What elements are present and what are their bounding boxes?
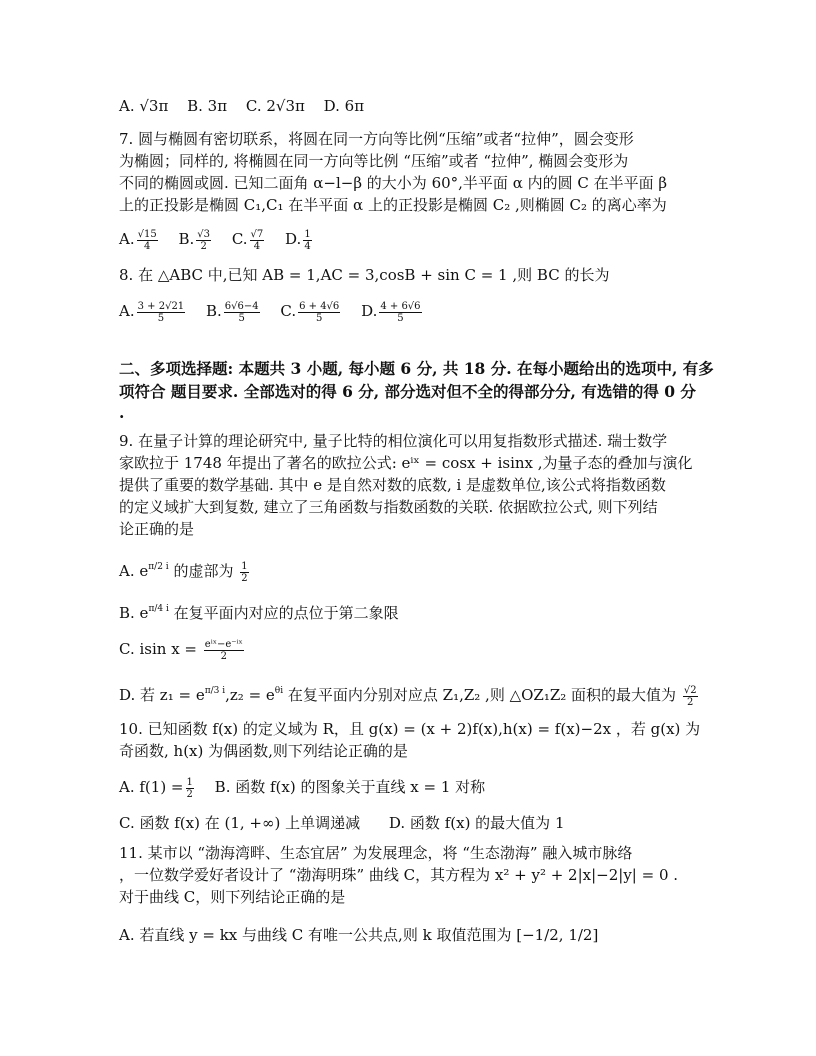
section2-line-3: . bbox=[119, 403, 125, 422]
q7-line-1: 7. 圆与椭圆有密切联系，将圆在同一方向等比例“压缩”或者“拉伸”，圆会变形 bbox=[119, 130, 634, 148]
q7-option-d: D. $\frac{1}{4}$ bbox=[285, 228, 311, 252]
q6-options bbox=[119, 95, 378, 117]
q8-stem: 8. 在 △ABC 中,已知 AB = 1,AC = 3,cosB + sin C = 1 ,则 BC 的长为 bbox=[119, 266, 610, 284]
q10-option-c: C. 函数 f(x) 在 (1, +∞) 上单调递减 bbox=[119, 814, 361, 832]
section2-line-2: 项符合 题目要求. 全部选对的得 6 分, 部分选对但不全的得部分分, 有选错的得 0 分 bbox=[119, 382, 696, 401]
q9-line-2: 家欧拉于 1748 年提出了著名的欧拉公式: eⁱˣ = cosx + isinx ,为量子态的叠加与演化 bbox=[119, 454, 693, 472]
q11-line-2: ，一位数学爱好者设计了 “渤海明珠” 曲线 C，其方程为 x² + y² + 2|x|−2|y| = 0 . bbox=[119, 866, 679, 884]
q8-option-d: D. $\frac{4 + 6√6}{5}$ bbox=[361, 300, 421, 324]
q10-options-row-2 bbox=[119, 812, 579, 834]
q6-option-b: B. 3π bbox=[187, 97, 228, 115]
q7-option-c: C. $\frac{√7}{4}$ bbox=[231, 228, 264, 252]
q7-line-3: 不同的椭圆或圆. 已知二面角 α−l−β 的大小为 60°,半平面 α 内的圆 C 在半平面 β bbox=[119, 174, 668, 192]
q8-option-c: C. $\frac{6 + 4√6}{5}$ bbox=[280, 300, 340, 324]
q8-option-b: B. $\frac{6√6-4}{5}$ bbox=[205, 300, 259, 324]
q7-option-a: A. $\frac{√15}{4}$ bbox=[119, 228, 157, 252]
q9-option-b: B. $e^{\pi/4 i}$ 在复平面内对应的点位于第二象限 bbox=[119, 604, 399, 622]
q9-option-a: A. $e^{\pi/2 i}$ 的虚部为 $\frac{1}{2}$ bbox=[119, 560, 248, 584]
q9-option-c: C. isin x = $\frac{\text{eⁱˣ−e⁻ⁱˣ}}{2}$ bbox=[119, 638, 243, 662]
q11-line-3: 对于曲线 C，则下列结论正确的是 bbox=[119, 888, 346, 906]
q7-line-4: 上的正投影是椭圆 C₁,C₁ 在半平面 α 上的正投影是椭圆 C₂ ,则椭圆 C₂ 的离心率为 bbox=[119, 196, 667, 214]
q7-options bbox=[119, 228, 328, 252]
q10-option-d: D. 函数 f(x) 的最大值为 1 bbox=[388, 814, 565, 832]
q9-option-d: D. 若 $z_1 = e^{\pi/3 i},z_2 = e^{\theta i}$ 在复平面内分别对应点 Z₁,Z₂ ,则 △OZ₁Z₂ 面积的最大值为 $\frac{√2}{2}$ bbox=[119, 684, 697, 708]
q9-line-3: 提供了重要的数学基础. 其中 e 是自然对数的底数, i 是虚数单位,该公式将指数函数 bbox=[119, 476, 666, 494]
q9-line-4: 的定义域扩大到复数, 建立了三角函数与指数函数的关联. 依据欧拉公式, 则下列结 bbox=[119, 498, 658, 516]
q10-option-a: A. f(1) = $\frac{1}{2}$ bbox=[119, 776, 193, 800]
q10-line-2: 奇函数, h(x) 为偶函数,则下列结论正确的是 bbox=[119, 742, 408, 760]
q11-interval: [−1/2, 1/2] bbox=[516, 926, 599, 944]
q8-options bbox=[119, 300, 438, 324]
q10-option-b: B. 函数 f(x) 的图象关于直线 x = 1 对称 bbox=[214, 778, 486, 796]
q11-option-a: A. 若直线 y = kx 与曲线 C 有唯一公共点,则 k 取值范围为 [−1/2, 1/2] bbox=[119, 926, 599, 944]
q6-option-d: D. 6π bbox=[323, 97, 365, 115]
q10-line-1: 10. 已知函数 f(x) 的定义域为 R，且 g(x) = (x + 2)f(x),h(x) = f(x)−2x ，若 g(x) 为 bbox=[119, 720, 701, 738]
q8-option-a: A. $\frac{3 + 2√21}{5}$ bbox=[119, 300, 185, 324]
q7-line-2: 为椭圆；同样的, 将椭圆在同一方向等比例 “压缩”或者 “拉伸”, 椭圆会变形为 bbox=[119, 152, 629, 170]
q7-option-b: B. $\frac{√3}{2}$ bbox=[178, 228, 211, 252]
q9-line-5: 论正确的是 bbox=[119, 520, 195, 538]
q11-line-1: 11. 某市以 “渤海湾畔、生态宜居” 为发展理念，将 “生态渤海” 融入城市脉络 bbox=[119, 844, 633, 862]
q10-options-row-1 bbox=[119, 776, 499, 800]
q9-line-1: 9. 在量子计算的理论研究中, 量子比特的相位演化可以用复指数形式描述. 瑞士数学 bbox=[119, 432, 668, 450]
q6-option-a: A. √3π bbox=[119, 97, 169, 115]
section2-line-1: 二、多项选择题: 本题共 3 小题, 每小题 6 分, 共 18 分. 在每小题给出的选项中, 有多 bbox=[119, 359, 714, 378]
q6-option-c: C. 2√3π bbox=[245, 97, 305, 115]
